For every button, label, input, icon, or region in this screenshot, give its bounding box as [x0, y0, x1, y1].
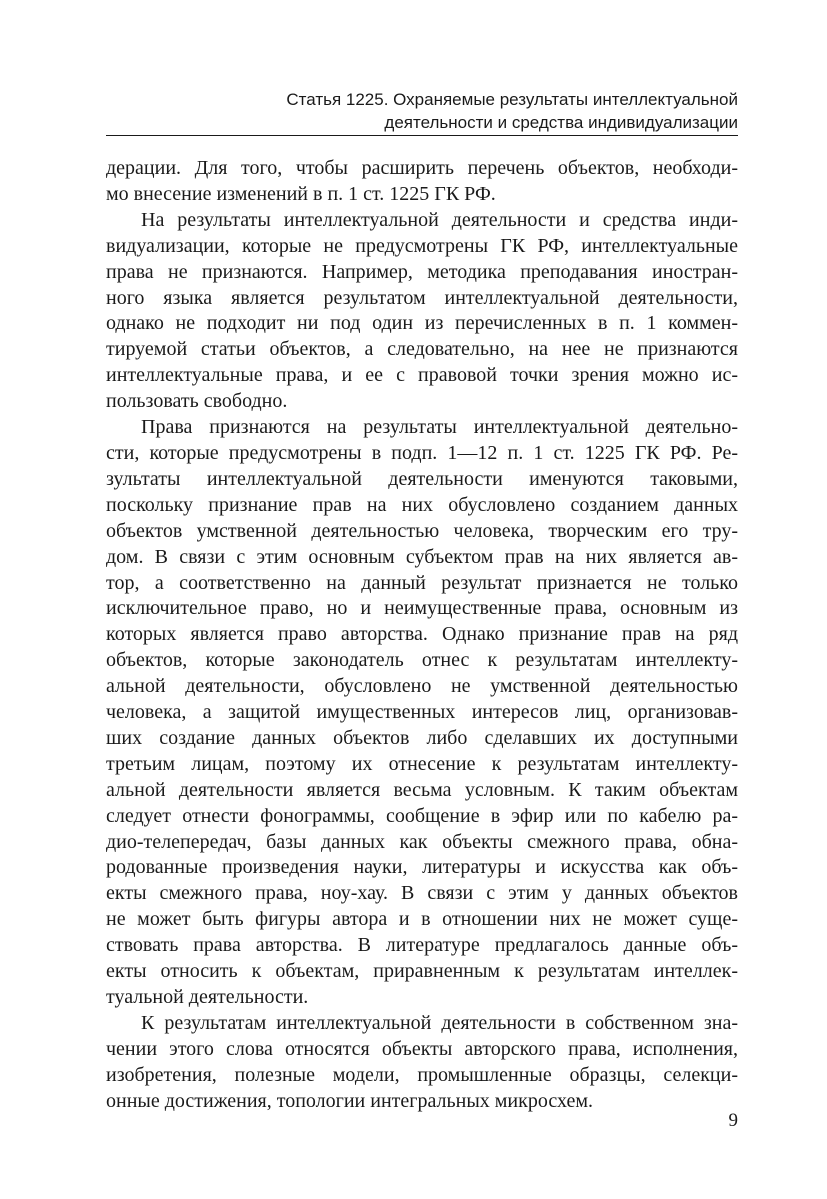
text-line: дерации. Для того, чтобы расширить перечень объектов, необходи- — [106, 157, 738, 179]
text-line: Права признаются на результаты интеллектуальной деятельно- — [141, 416, 738, 439]
text-line: которых является право авторства. Однако признание прав на ряд — [106, 623, 738, 646]
text-line: не может быть фигуры автора и в отношении них не может суще- — [106, 908, 738, 931]
text-line: сти, которые предусмотрены в подп. 1—12 п. 1 ст. 1225 ГК РФ. Ре- — [106, 441, 738, 464]
body-text — [106, 156, 738, 1115]
paragraph-3 — [106, 415, 738, 1011]
running-header-line-1: Статья 1225. Охраняемые результаты интеллектуальной — [286, 90, 738, 109]
text-line: дио-телепередач, базы данных как объекты смежного права, обна- — [106, 830, 738, 853]
text-line: екты смежного права, ноу-хау. В связи с этим у данных объектов — [106, 882, 738, 905]
text-line: тор, а соответственно на данный результат признается не только — [106, 571, 738, 594]
text-line: родованные произведения науки, литературы и искусства как объ- — [106, 856, 738, 879]
text-line: дом. В связи с этим основным субъектом прав на них является ав- — [106, 545, 738, 568]
paragraph-1 — [106, 156, 738, 208]
text-line: екты относить к объектам, приравненным к результатам интеллек- — [106, 960, 738, 983]
text-line: чении этого слова относятся объекты авторского права, исполнения, — [106, 1037, 738, 1060]
paragraph-2 — [106, 208, 738, 415]
text-line: объектов умственной деятельностью человека, творческим его тру- — [106, 519, 738, 542]
text-line: однако не подходит ни под один из перечисленных в п. 1 коммен- — [106, 312, 738, 335]
text-line: зультаты интеллектуальной деятельности именуются таковыми, — [106, 467, 738, 490]
text-line: тируемой статьи объектов, а следовательно, на нее не признаются — [106, 338, 738, 361]
text-line: К результатам интеллектуальной деятельности в собственном зна- — [141, 1011, 738, 1034]
page-number: 9 — [728, 1110, 738, 1131]
text-line: изобретения, полезные модели, промышленные образцы, селекци- — [106, 1063, 738, 1086]
text-line: третьим лицам, поэтому их отнесение к результатам интеллекту- — [106, 752, 738, 775]
text-line: интеллектуальные права, и ее с правовой точки зрения можно ис- — [106, 364, 738, 387]
text-line: объектов, которые законодатель отнес к результатам интеллекту- — [106, 649, 738, 672]
text-line: видуализации, которые не предусмотрены ГК РФ, интеллектуальные — [106, 234, 738, 257]
text-line: ствовать права авторства. В литературе предлагалось данные объ- — [106, 934, 738, 957]
paragraph-4 — [106, 1011, 738, 1115]
text-line: онные достижения, топологии интегральных микросхем. — [106, 1089, 594, 1112]
text-line: права не признаются. Например, методика преподавания иностран- — [106, 260, 738, 283]
header-rule — [106, 135, 738, 136]
text-line: следует отнести фонограммы, сообщение в эфир или по кабелю ра- — [106, 804, 738, 827]
text-line: альной деятельности является весьма условным. К таким объектам — [106, 778, 738, 801]
text-line: исключительное право, но и неимущественные права, основным из — [106, 597, 738, 620]
text-line: пользовать свободно. — [106, 390, 288, 413]
text-line: туальной деятельности. — [106, 986, 309, 1008]
text-line: поскольку признание прав на них обусловлено созданием данных — [106, 493, 738, 516]
text-line: ного языка является результатом интеллектуальной деятельности, — [106, 286, 738, 309]
text-line: человека, а защитой имущественных интересов лиц, организовав- — [106, 701, 738, 724]
running-header-line-2: деятельности и средства индивидуализации — [384, 113, 738, 132]
running-header — [106, 88, 738, 134]
text-line: ших создание данных объектов либо сделавших их доступными — [106, 726, 738, 749]
text-line: альной деятельности, обусловлено не умственной деятельностью — [106, 675, 738, 698]
text-line: мо внесение изменений в п. 1 ст. 1225 ГК РФ. — [106, 182, 496, 205]
text-line: На результаты интеллектуальной деятельности и средства инди- — [141, 208, 738, 231]
